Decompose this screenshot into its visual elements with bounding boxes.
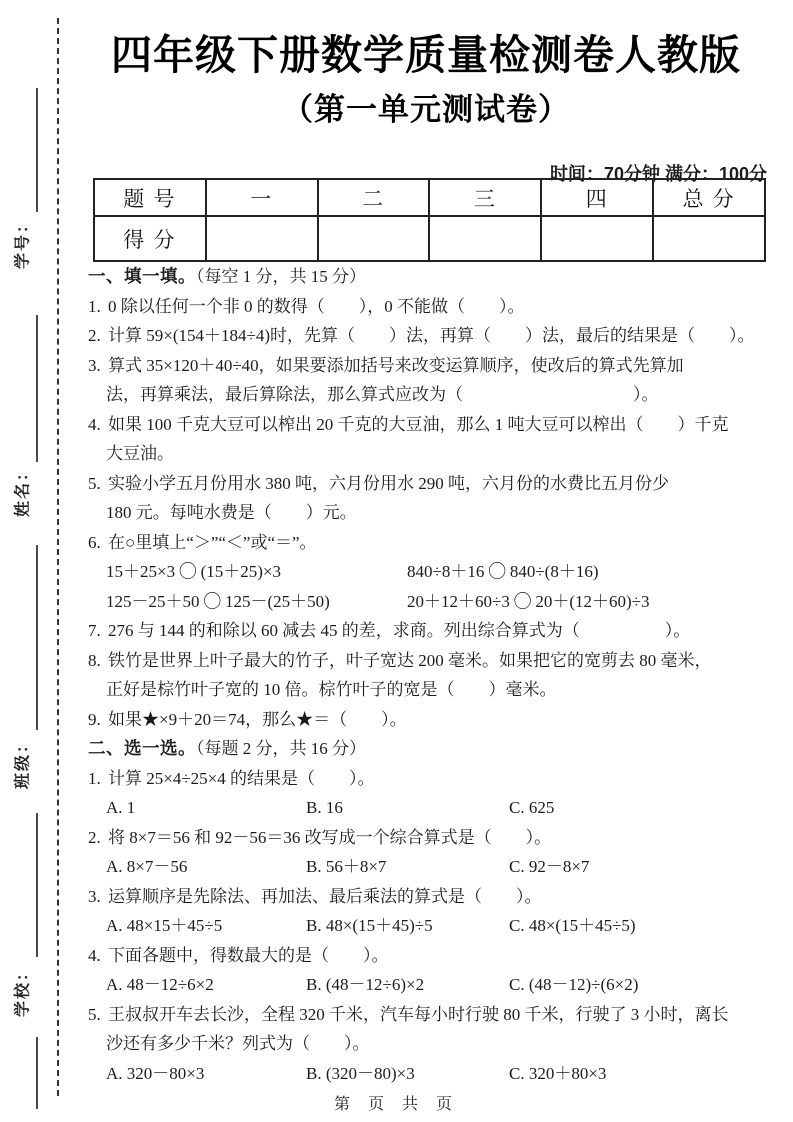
question-text: 大豆油。 [106,444,174,463]
question-line [88,616,770,646]
question-text: 沙还有多少千米？列式为（ ）。 [106,1034,370,1053]
question-number: 6. [88,532,101,552]
option-a: A. 320－80×3 [106,1063,205,1083]
question-line [88,410,770,440]
fold-dashed-line [57,18,59,1096]
section-score-note: （每题 2 分，共 16 分） [196,739,366,758]
option-a: A. 48×15＋45÷5 [106,916,223,935]
question-text: 在○里填上“＞”“＜”或“＝”。 [108,532,317,552]
question-text: 将 8×7＝56 和 92－56＝36 改写成一个综合算式是（ ）。 [108,827,552,847]
question-number: 5. [88,473,101,493]
option-a: A. 8×7－56 [106,857,188,876]
options-row [88,852,770,882]
score-table-score-row [94,216,765,261]
school-label: 学校： [14,962,32,1018]
question-line [88,528,770,558]
comparison-row [88,587,770,617]
score-table-header-cell: 四 [541,179,653,216]
options-row [88,793,770,823]
score-cell-empty [653,216,765,261]
options-row [88,1059,770,1089]
question-text: 180 元。每吨水费是（ ）元。 [106,503,357,522]
question-text: 运算顺序是先除法、再加法、最后乘法的算式是（ ）。 [108,886,542,906]
question-number: 5. [88,1004,101,1024]
option-c: C. 625 [509,798,555,817]
score-table-header-cell: 二 [318,179,430,216]
question-text: 下面各题中，得数最大的是（ ）。 [108,945,389,965]
page-subtitle: （第一单元测试卷） [282,92,570,127]
exam-time-score-note: 时间：70分钟 满分：100分 [549,164,767,184]
options-row [88,911,770,941]
score-table-header-cell: 题 号 [94,179,206,216]
option-c: C. 48×(15＋45÷5) [509,916,636,935]
score-table-header-row [94,179,765,216]
question-line [88,351,770,381]
question-continuation [88,1029,770,1059]
option-a: A. 1 [106,798,136,817]
question-text: 铁竹是世界上叶子最大的竹子，叶子宽达 200 毫米。如果把它的宽剪去 80 毫米， [108,650,712,670]
page-title: 四年级下册数学质量检测卷人教版 [111,32,741,78]
question-line [88,292,770,322]
question-number: 9. [88,709,101,729]
question-line [88,1000,770,1030]
question-text: 计算 25×4÷25×4 的结果是（ ）。 [108,768,375,788]
option-c: C. (48－12)÷(6×2) [509,975,639,994]
question-continuation [88,675,770,705]
question-number: 3. [88,886,101,906]
question-line [88,941,770,971]
question-number: 1. [88,296,101,316]
question-number: 2. [88,827,101,847]
option-b: B. (48－12÷6)×2 [306,975,425,994]
section-heading [88,262,770,292]
question-number: 2. [88,326,101,345]
score-table-header-cell: 总 分 [653,179,765,216]
question-text: 正好是棕竹叶子宽的 10 倍。棕竹叶子的宽是（ ）毫米。 [106,680,557,699]
comparison-row [88,557,770,587]
question-text: 如果★×9＋20＝74，那么★＝（ ）。 [108,709,407,729]
write-in-line [36,545,38,730]
score-cell-empty [206,216,318,261]
score-table-header-cell: 一 [206,179,318,216]
section-title: 一、填一填。 [88,266,196,286]
option-b: B. (320－80)×3 [306,1063,415,1083]
option-b: B. 56＋8×7 [306,857,387,876]
question-line [88,646,770,676]
option-b: B. 48×(15＋45)÷5 [306,916,433,935]
write-in-line [36,813,38,957]
question-line [88,321,770,351]
student-name-label: 姓名： [14,462,32,518]
page-footer: 第 页 共 页 [333,1096,459,1113]
score-table [93,178,766,262]
question-continuation [88,380,770,410]
class-label: 班级： [14,734,32,790]
question-line [88,882,770,912]
option-c: C. 92－8×7 [509,857,590,876]
question-number: 4. [88,945,101,965]
score-row-label: 得 分 [94,216,206,261]
question-text: 计算 59×(154＋184÷4)时，先算（ ）法，再算（ ）法，最后的结果是（ ）。 [108,326,755,345]
question-line [88,823,770,853]
question-number: 4. [88,414,101,434]
write-in-line [36,315,38,462]
comparison-right: 840÷8＋16 ◯ 840÷(8＋16) [407,562,599,581]
option-b: B. 16 [306,798,343,817]
question-line [88,764,770,794]
comparison-right: 20＋12＋60÷3 ◯ 20＋(12＋60)÷3 [407,591,650,611]
comparison-left: 15＋25×3 ◯ (15＋25)×3 [106,562,281,581]
questions-area [88,262,770,1088]
score-cell-empty [429,216,541,261]
question-text: 0 除以任何一个非 0 的数得（ ），0 不能做（ ）。 [108,296,525,316]
section-title: 二、选一选。 [88,738,196,758]
question-text: 王叔叔开车去长沙，全程 320 千米，汽车每小时行驶 80 千米，行驶了 3 小时，离长 [108,1004,729,1024]
write-in-line [36,88,38,212]
score-cell-empty [318,216,430,261]
question-number: 8. [88,650,101,670]
question-continuation [88,498,770,528]
question-line [88,705,770,735]
question-text: 276 与 144 的和除以 60 减去 45 的差，求商。列出综合算式为（ ）。 [108,621,691,640]
options-row [88,970,770,1000]
question-number: 3. [88,355,101,375]
question-number: 7. [88,621,101,640]
question-text: 算式 35×120＋40÷40，如果要添加括号来改变运算顺序，使改后的算式先算加 [108,355,684,375]
score-cell-empty [541,216,653,261]
question-number: 1. [88,768,101,788]
comparison-left: 125－25＋50 ◯ 125－(25＋50) [106,591,330,611]
section-score-note: （每空 1 分，共 15 分） [196,267,366,286]
question-text: 法，再算乘法，最后算除法，那么算式应改为（ ）。 [106,385,659,404]
question-text: 实验小学五月份用水 380 吨，六月份用水 290 吨，六月份的水费比五月份少 [108,473,669,493]
student-id-label: 学号： [14,214,32,270]
question-line [88,469,770,499]
score-table-header-cell: 三 [429,179,541,216]
option-c: C. 320＋80×3 [509,1063,607,1083]
option-a: A. 48－12÷6×2 [106,975,214,994]
question-text: 如果 100 千克大豆可以榨出 20 千克的大豆油，那么 1 吨大豆可以榨出（ ）千克 [108,414,729,434]
section-heading [88,734,770,764]
question-continuation [88,439,770,469]
